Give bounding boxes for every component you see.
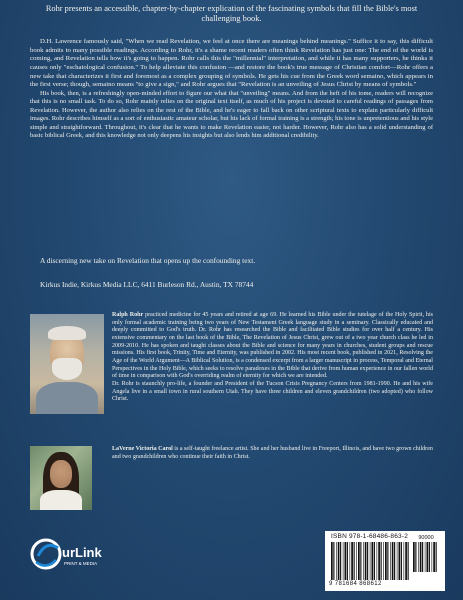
author-photo-beard	[52, 358, 82, 380]
barcode-bar	[345, 542, 347, 580]
barcode-bar	[408, 542, 409, 580]
author-photo-shirt	[36, 382, 98, 414]
barcode-bar	[378, 542, 380, 580]
author-name: Ralph Rohr	[112, 312, 144, 318]
review-source: Kirkus Indie, Kirkus Media LLC, 6411 Burleson Rd., Austin, TX 78744	[40, 280, 254, 289]
barcode-bar	[336, 542, 337, 580]
publisher-mark-icon	[32, 540, 60, 568]
barcode-bar	[370, 542, 371, 580]
illustrator-photo	[30, 446, 92, 510]
barcode-bar	[372, 542, 374, 580]
barcode-bar	[383, 542, 384, 580]
barcode-bar	[425, 542, 426, 572]
barcode-bar	[404, 542, 405, 580]
barcode-bar	[381, 542, 382, 580]
barcode-bar	[385, 542, 387, 580]
barcode-bar	[415, 542, 416, 572]
barcode-bar	[413, 542, 415, 572]
barcode-bar	[374, 542, 375, 580]
barcode-bar	[351, 542, 353, 580]
author-photo	[30, 314, 104, 414]
barcode-bar	[356, 542, 357, 580]
barcode-bar	[343, 542, 344, 580]
publisher-name: urLink	[62, 545, 102, 560]
barcode-bar	[405, 542, 407, 580]
author-bio-second: Dr. Rohr is staunchly pro-life, a founder and President of the Tucson Crisis Pregnancy Centers from 1981-1990. He and his wife Angela live in a small town in rural southern Utah. They have three children and eleven grandchildren (two adopted) who follow Christ.	[112, 381, 433, 403]
illustrator-photo-body	[40, 490, 82, 510]
barcode-bar	[365, 542, 367, 580]
barcode-bar	[377, 542, 378, 580]
barcode-digits: 9 781684 868612	[329, 581, 382, 587]
barcode-box	[325, 531, 445, 591]
barcode-bar	[387, 542, 388, 580]
isbn-text: ISBN 978-1-68486-863-2	[331, 533, 409, 540]
barcode-bar	[340, 542, 341, 580]
publisher-subtitle: PRINT & MEDIA	[64, 561, 98, 566]
barcode-bar	[360, 542, 361, 580]
barcode-bar	[358, 542, 360, 580]
barcode-bar	[363, 542, 364, 580]
review-paragraph: D.H. Lawrence famously said, "When we read Revelation, we feel at once there are meanings behind meanings." Suffice it to say, this difficult book admits to many possible readings. According to Rohr, it's a shame recent readers often think Revelation has just one: The end of the world is coming, and Revelation tells how it's going to happen. Rohr calls this the "millennial" interpretation, and while it has many supporters, he thinks it causes only "eschatological confusion." To help alleviate this confusion —and restore the book's true message of Christian comfort—Rohr offers a new take that characterizes it first and foremost as a complex grouping of symbols. He gets his cue from the Greek word semaino, which appears in the first verse; though, semaino means "to give a sign," and Rohr argues that "Revelation is an unveiling of Jesus Christ by means of symbols."	[30, 38, 433, 89]
barcode-bar	[399, 542, 401, 580]
barcode-main	[331, 542, 411, 580]
barcode-bar	[338, 542, 340, 580]
barcode-bar	[433, 542, 435, 572]
illustrator-name: LaVerne Victoria Carol	[112, 446, 173, 452]
barcode-bar	[418, 542, 419, 572]
barcode-bar	[420, 542, 422, 572]
barcode-bar	[350, 542, 351, 580]
review-text	[30, 38, 433, 140]
review-paragraph: His book, then, is a refreshingly open-minded effort to figure our what that "unveiling" means. And from the heft of his tome, readers will recognize that this is no small task. To do so, Rohr mainly relies on the original text itself, as much of his project is devoted to careful readings of passages from Revelation. However, the author also relies on the rest of the Bible, and he's eager to fall back on other scriptural texts to explain particularly difficult images. Rohr describes himself as a sort of enthusiastic amateur scholar, but his lack of formal training is a strength; his tone is unpretentious and his style simple and straightforward. Throughout, it's clear that he wants to make Revelation easier, not harder. However, Rohr also has a solid understanding of basic biblical Greek, and this knowledge not only deepens his insights but also lends him additional credibility.	[30, 89, 433, 139]
barcode-bar	[333, 542, 334, 580]
barcode-bar	[390, 542, 391, 580]
barcode-addon	[413, 542, 439, 572]
author-bio-text: practiced medicine for 45 years and retired at age 69. He learned his Bible under the tutelage of the Holy Spirit, his only formal academic training being two years of New Testament Greek language study in a seminary. Classically educated and deeply committed to God's truth. Dr. Rohr has researched the Bible and facilitated Bible studies for over half a century. His extensive commentary on the last book of the Bible, The Revelation of Jesus Christ, grew out of a two year church class he led in 2009-2010. He has spoken and taught classes about the Bible and science for many years in churches, student groups and rescue missions. His first book, Trinity, Time and Eternity, was published in 2002. His most recent book, published in 2021, Resolving the Age of the World Argument—A Biblical Solution, is a condensed excerpt from a larger manuscript in process, Temporal and Eternal Perspectives in the Holy Bible, which seeks to resolve paradoxes in the Bible that derive from human experience in our fallen world of time in comparison with God's overriding realm of eternity for which we are intended.	[112, 312, 433, 380]
author-bio	[112, 312, 433, 404]
barcode-bar	[367, 542, 368, 580]
review-kicker: A discerning new take on Revelation that opens up the confounding text.	[40, 256, 256, 265]
barcode-bar	[427, 542, 429, 572]
illustrator-bio-text: is a self-taught freelance artist. She and her husband live in Freeport, Illinois, and have two grown children and two grandchildren who continue their faith in Christ.	[112, 446, 433, 460]
author-bio-main	[112, 312, 433, 381]
barcode-bar	[432, 542, 433, 572]
barcode-bar	[429, 542, 430, 572]
tagline: Rohr presents an accessible, chapter-by-chapter explication of the fascinating symbols that fill the Bible's most challenging book.	[45, 4, 418, 24]
barcode-bar	[392, 542, 394, 580]
publisher-logo	[28, 532, 108, 576]
barcode-bar	[397, 542, 398, 580]
barcode-bar	[422, 542, 423, 572]
barcode-addon-code: 90000	[418, 535, 434, 541]
illustrator-photo-face	[50, 460, 72, 488]
illustrator-bio	[112, 446, 433, 462]
barcode-bar	[347, 542, 348, 580]
barcode-bar	[331, 542, 333, 580]
barcode-bar	[401, 542, 402, 580]
barcode-bar	[436, 542, 437, 572]
author-photo-hair	[48, 326, 86, 340]
barcode-bar	[394, 542, 395, 580]
barcode-bar	[354, 542, 355, 580]
